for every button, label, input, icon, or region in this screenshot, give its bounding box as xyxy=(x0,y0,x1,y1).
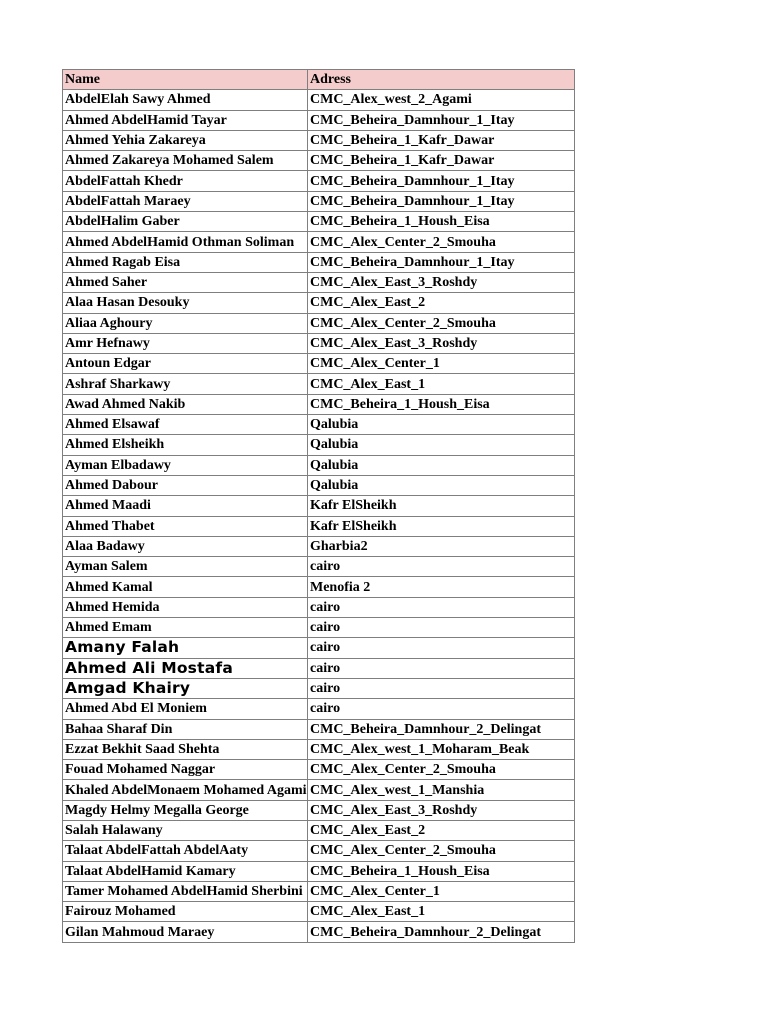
name-cell[interactable]: Ahmed AbdelHamid Othman Soliman xyxy=(63,232,308,252)
address-cell[interactable]: cairo xyxy=(308,699,575,719)
table-row xyxy=(63,415,575,435)
table-row xyxy=(63,678,575,698)
name-cell[interactable]: AbdelFattah Maraey xyxy=(63,191,308,211)
name-cell[interactable]: Talaat AbdelHamid Kamary xyxy=(63,861,308,881)
header-name-cell[interactable]: Name xyxy=(63,70,308,90)
address-cell[interactable]: Menofia 2 xyxy=(308,577,575,597)
name-cell[interactable]: Fairouz Mohamed xyxy=(63,902,308,922)
header-address-cell[interactable]: Adress xyxy=(308,70,575,90)
name-cell[interactable]: AbdelElah Sawy Ahmed xyxy=(63,90,308,110)
address-cell[interactable]: Qalubia xyxy=(308,475,575,495)
table-row xyxy=(63,760,575,780)
table-row xyxy=(63,313,575,333)
address-cell[interactable]: CMC_Beheira_1_Housh_Eisa xyxy=(308,861,575,881)
address-cell[interactable]: cairo xyxy=(308,658,575,678)
table-row xyxy=(63,719,575,739)
table-row xyxy=(63,496,575,516)
name-cell[interactable]: Magdy Helmy Megalla George xyxy=(63,800,308,820)
table-row xyxy=(63,293,575,313)
table-row xyxy=(63,252,575,272)
address-cell[interactable]: CMC_Beheira_Damnhour_2_Delingat xyxy=(308,922,575,942)
name-cell[interactable]: Alaa Badawy xyxy=(63,536,308,556)
address-cell[interactable]: Qalubia xyxy=(308,455,575,475)
table-row xyxy=(63,130,575,150)
address-cell[interactable]: cairo xyxy=(308,597,575,617)
address-cell[interactable]: Gharbia2 xyxy=(308,536,575,556)
name-cell[interactable]: Ayman Elbadawy xyxy=(63,455,308,475)
table-body xyxy=(63,90,575,942)
address-cell[interactable]: Kafr ElSheikh xyxy=(308,496,575,516)
address-cell[interactable]: CMC_Beheira_1_Housh_Eisa xyxy=(308,212,575,232)
table-row xyxy=(63,841,575,861)
name-cell[interactable]: Ahmed Elsheikh xyxy=(63,435,308,455)
address-cell[interactable]: CMC_Alex_Center_1 xyxy=(308,354,575,374)
name-cell[interactable]: Ahmed Emam xyxy=(63,618,308,638)
address-cell[interactable]: Kafr ElSheikh xyxy=(308,516,575,536)
table-row xyxy=(63,881,575,901)
address-cell[interactable]: CMC_Beheira_Damnhour_1_Itay xyxy=(308,252,575,272)
table-row xyxy=(63,394,575,414)
header-row xyxy=(63,70,575,90)
table-row xyxy=(63,374,575,394)
name-cell[interactable]: Ahmed Elsawaf xyxy=(63,415,308,435)
table-row xyxy=(63,536,575,556)
name-cell[interactable]: Gilan Mahmoud Maraey xyxy=(63,922,308,942)
name-cell[interactable]: Salah Halawany xyxy=(63,820,308,840)
name-cell[interactable]: Ayman Salem xyxy=(63,557,308,577)
address-cell[interactable]: cairo xyxy=(308,557,575,577)
name-cell[interactable]: Ahmed Ali Mostafa xyxy=(63,658,308,678)
address-cell[interactable]: CMC_Beheira_1_Kafr_Dawar xyxy=(308,130,575,150)
address-cell[interactable]: CMC_Beheira_1_Housh_Eisa xyxy=(308,394,575,414)
name-cell[interactable]: Ahmed Hemida xyxy=(63,597,308,617)
name-cell[interactable]: Alaa Hasan Desouky xyxy=(63,293,308,313)
table-row xyxy=(63,820,575,840)
name-cell[interactable]: Amany Falah xyxy=(63,638,308,658)
address-cell[interactable]: CMC_Alex_East_2 xyxy=(308,293,575,313)
address-cell[interactable]: CMC_Beheira_Damnhour_2_Delingat xyxy=(308,719,575,739)
table-row xyxy=(63,699,575,719)
address-cell[interactable]: CMC_Beheira_Damnhour_1_Itay xyxy=(308,110,575,130)
name-cell[interactable]: Talaat AbdelFattah AbdelAaty xyxy=(63,841,308,861)
table-row xyxy=(63,455,575,475)
address-cell[interactable]: CMC_Alex_Center_1 xyxy=(308,881,575,901)
address-cell[interactable]: CMC_Beheira_Damnhour_1_Itay xyxy=(308,171,575,191)
address-cell[interactable]: CMC_Alex_Center_2_Smouha xyxy=(308,841,575,861)
name-cell[interactable]: Amr Hefnawy xyxy=(63,333,308,353)
address-cell[interactable]: cairo xyxy=(308,618,575,638)
address-cell[interactable]: cairo xyxy=(308,678,575,698)
table-row xyxy=(63,171,575,191)
name-cell[interactable]: Aliaa Aghoury xyxy=(63,313,308,333)
table-row xyxy=(63,922,575,942)
table-row xyxy=(63,618,575,638)
table-row xyxy=(63,577,575,597)
address-cell[interactable]: CMC_Alex_west_2_Agami xyxy=(308,90,575,110)
name-cell[interactable]: Ahmed Zakareya Mohamed Salem xyxy=(63,151,308,171)
name-cell[interactable]: Ashraf Sharkawy xyxy=(63,374,308,394)
table-row xyxy=(63,658,575,678)
name-cell[interactable]: Ahmed Abd El Moniem xyxy=(63,699,308,719)
table-row xyxy=(63,861,575,881)
name-cell[interactable]: Fouad Mohamed Naggar xyxy=(63,760,308,780)
name-cell[interactable]: Ahmed Yehia Zakareya xyxy=(63,130,308,150)
name-cell[interactable]: Khaled AbdelMonaem Mohamed Agami xyxy=(63,780,308,800)
table-row xyxy=(63,191,575,211)
address-cell[interactable]: CMC_Beheira_1_Kafr_Dawar xyxy=(308,151,575,171)
address-cell[interactable]: CMC_Alex_west_1_Manshia xyxy=(308,780,575,800)
table-row xyxy=(63,232,575,252)
table-row xyxy=(63,597,575,617)
name-cell[interactable]: Bahaa Sharaf Din xyxy=(63,719,308,739)
name-cell[interactable]: AbdelHalim Gaber xyxy=(63,212,308,232)
name-cell[interactable]: Ezzat Bekhit Saad Shehta xyxy=(63,739,308,759)
table-row xyxy=(63,516,575,536)
address-cell[interactable]: CMC_Alex_Center_2_Smouha xyxy=(308,760,575,780)
name-cell[interactable]: Amgad Khairy xyxy=(63,678,308,698)
table-row xyxy=(63,272,575,292)
table-row xyxy=(63,151,575,171)
table-row xyxy=(63,212,575,232)
name-cell[interactable]: Ahmed Kamal xyxy=(63,577,308,597)
address-cell[interactable]: CMC_Alex_East_3_Roshdy xyxy=(308,800,575,820)
address-cell[interactable]: CMC_Alex_Center_2_Smouha xyxy=(308,232,575,252)
address-cell[interactable]: CMC_Alex_East_2 xyxy=(308,820,575,840)
name-cell[interactable]: Ahmed Ragab Eisa xyxy=(63,252,308,272)
address-cell[interactable]: cairo xyxy=(308,638,575,658)
address-cell[interactable]: CMC_Alex_East_1 xyxy=(308,902,575,922)
address-cell[interactable]: CMC_Alex_East_1 xyxy=(308,374,575,394)
table-row xyxy=(63,780,575,800)
name-cell[interactable]: Tamer Mohamed AbdelHamid Sherbini xyxy=(63,881,308,901)
table-row xyxy=(63,800,575,820)
name-cell[interactable]: Ahmed Dabour xyxy=(63,475,308,495)
address-cell[interactable]: CMC_Alex_Center_2_Smouha xyxy=(308,313,575,333)
table-row xyxy=(63,638,575,658)
table-row xyxy=(63,110,575,130)
address-cell[interactable]: Qalubia xyxy=(308,415,575,435)
address-cell[interactable]: CMC_Alex_East_3_Roshdy xyxy=(308,272,575,292)
address-cell[interactable]: CMC_Alex_west_1_Moharam_Beak xyxy=(308,739,575,759)
spreadsheet-table xyxy=(62,69,575,943)
table-row xyxy=(63,475,575,495)
name-cell[interactable]: Ahmed Saher xyxy=(63,272,308,292)
name-cell[interactable]: Ahmed Thabet xyxy=(63,516,308,536)
address-cell[interactable]: CMC_Beheira_Damnhour_1_Itay xyxy=(308,191,575,211)
name-cell[interactable]: AbdelFattah Khedr xyxy=(63,171,308,191)
table-row xyxy=(63,333,575,353)
table-row xyxy=(63,902,575,922)
table-row xyxy=(63,90,575,110)
name-cell[interactable]: Awad Ahmed Nakib xyxy=(63,394,308,414)
name-cell[interactable]: Ahmed Maadi xyxy=(63,496,308,516)
name-cell[interactable]: Antoun Edgar xyxy=(63,354,308,374)
table-row xyxy=(63,354,575,374)
name-cell[interactable]: Ahmed AbdelHamid Tayar xyxy=(63,110,308,130)
table-row xyxy=(63,435,575,455)
address-cell[interactable]: CMC_Alex_East_3_Roshdy xyxy=(308,333,575,353)
table-row xyxy=(63,557,575,577)
table-row xyxy=(63,739,575,759)
address-cell[interactable]: Qalubia xyxy=(308,435,575,455)
